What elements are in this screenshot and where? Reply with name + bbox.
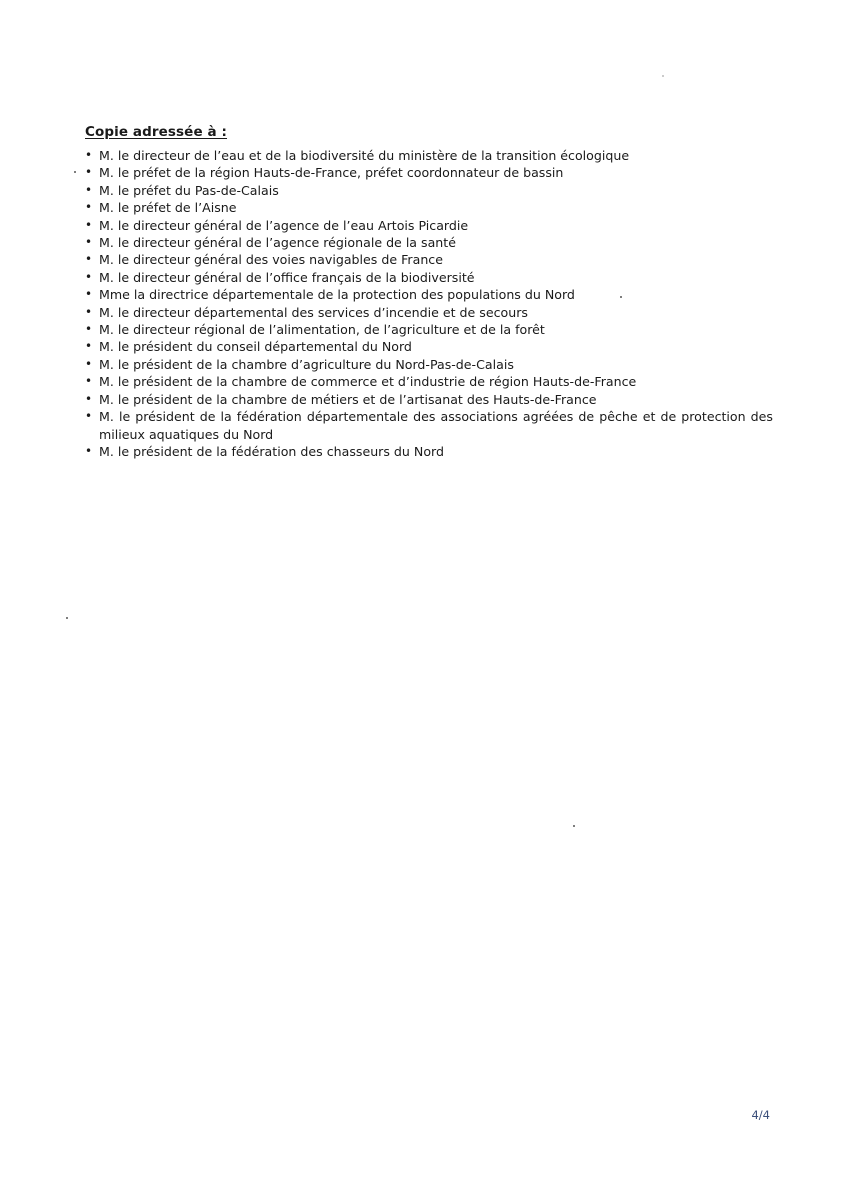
list-item — [85, 338, 773, 355]
page-number: 4/4 — [751, 1108, 770, 1122]
scan-speck — [74, 171, 76, 173]
bullet-icon: • — [85, 356, 93, 371]
bullet-icon: • — [85, 391, 93, 406]
list-item — [85, 217, 773, 234]
recipient-text: M. le directeur régional de l’alimentation, de l’agriculture et de la forêt — [99, 322, 545, 338]
recipient-text: M. le directeur général de l’agence de l’eau Artois Picardie — [99, 217, 469, 233]
recipient-text: M. le président de la chambre d’agriculture du Nord-Pas-de-Calais — [99, 356, 514, 372]
list-item — [85, 199, 773, 216]
scan-speck — [66, 617, 68, 619]
copy-recipients-heading: Copie adressée à : — [85, 124, 228, 140]
list-item — [85, 356, 773, 373]
scan-speck — [620, 296, 622, 298]
recipient-text: M. le préfet du Pas-de-Calais — [99, 182, 279, 198]
recipient-text: M. le directeur général des voies navigables de France — [99, 252, 443, 268]
recipient-text: M. le directeur départemental des services d’incendie et de secours — [99, 304, 528, 320]
bullet-icon: • — [85, 148, 93, 162]
bullet-icon: • — [85, 374, 93, 389]
scan-speck — [662, 75, 664, 77]
recipient-text: M. le directeur général de l’agence régionale de la santé — [99, 235, 456, 251]
recipient-text: M. le préfet de la région Hauts-de-France, préfet coordonnateur de bassin — [99, 165, 564, 181]
list-item — [85, 408, 773, 443]
recipient-text: M. le président de la fédération départementale des associations agréées de pêche et de protection des milieux aquatiques du Nord — [99, 409, 773, 442]
bullet-icon: • — [85, 217, 93, 232]
bullet-icon: • — [85, 235, 93, 250]
recipient-text: M. le président de la chambre de métiers et de l’artisanat des Hauts-de-France — [99, 391, 597, 407]
list-item — [85, 234, 773, 251]
recipient-list — [85, 147, 773, 460]
bullet-icon: • — [85, 322, 93, 337]
list-item — [85, 321, 773, 338]
scan-speck — [573, 825, 575, 827]
bullet-icon: • — [85, 182, 93, 197]
recipient-text: M. le directeur général de l’office français de la biodiversité — [99, 269, 475, 285]
list-item — [85, 164, 773, 181]
list-item — [85, 147, 773, 164]
recipient-text: M. le président du conseil départemental du Nord — [99, 339, 412, 355]
list-item — [85, 269, 773, 286]
list-item — [85, 391, 773, 408]
bullet-icon: • — [85, 304, 93, 319]
recipient-text: M. le président de la fédération des chasseurs du Nord — [99, 443, 444, 459]
bullet-icon: • — [85, 409, 93, 424]
list-item — [85, 182, 773, 199]
bullet-icon: • — [85, 252, 93, 267]
list-item — [85, 286, 773, 303]
bullet-icon: • — [85, 269, 93, 284]
list-item — [85, 443, 773, 460]
list-item — [85, 251, 773, 268]
recipient-text: M. le président de la chambre de commerce et d’industrie de région Hauts-de-France — [99, 374, 637, 390]
recipient-text: M. le préfet de l’Aisne — [99, 200, 237, 216]
bullet-icon: • — [85, 443, 93, 458]
bullet-icon: • — [85, 287, 93, 302]
bullet-icon: • — [85, 339, 93, 354]
bullet-icon: • — [85, 165, 93, 180]
list-item — [85, 373, 773, 390]
bullet-icon: • — [85, 200, 93, 215]
recipient-text: Mme la directrice départementale de la protection des populations du Nord — [99, 287, 575, 303]
list-item — [85, 304, 773, 321]
recipient-text: M. le directeur de l’eau et de la biodiversité du ministère de la transition écologique — [99, 148, 630, 163]
